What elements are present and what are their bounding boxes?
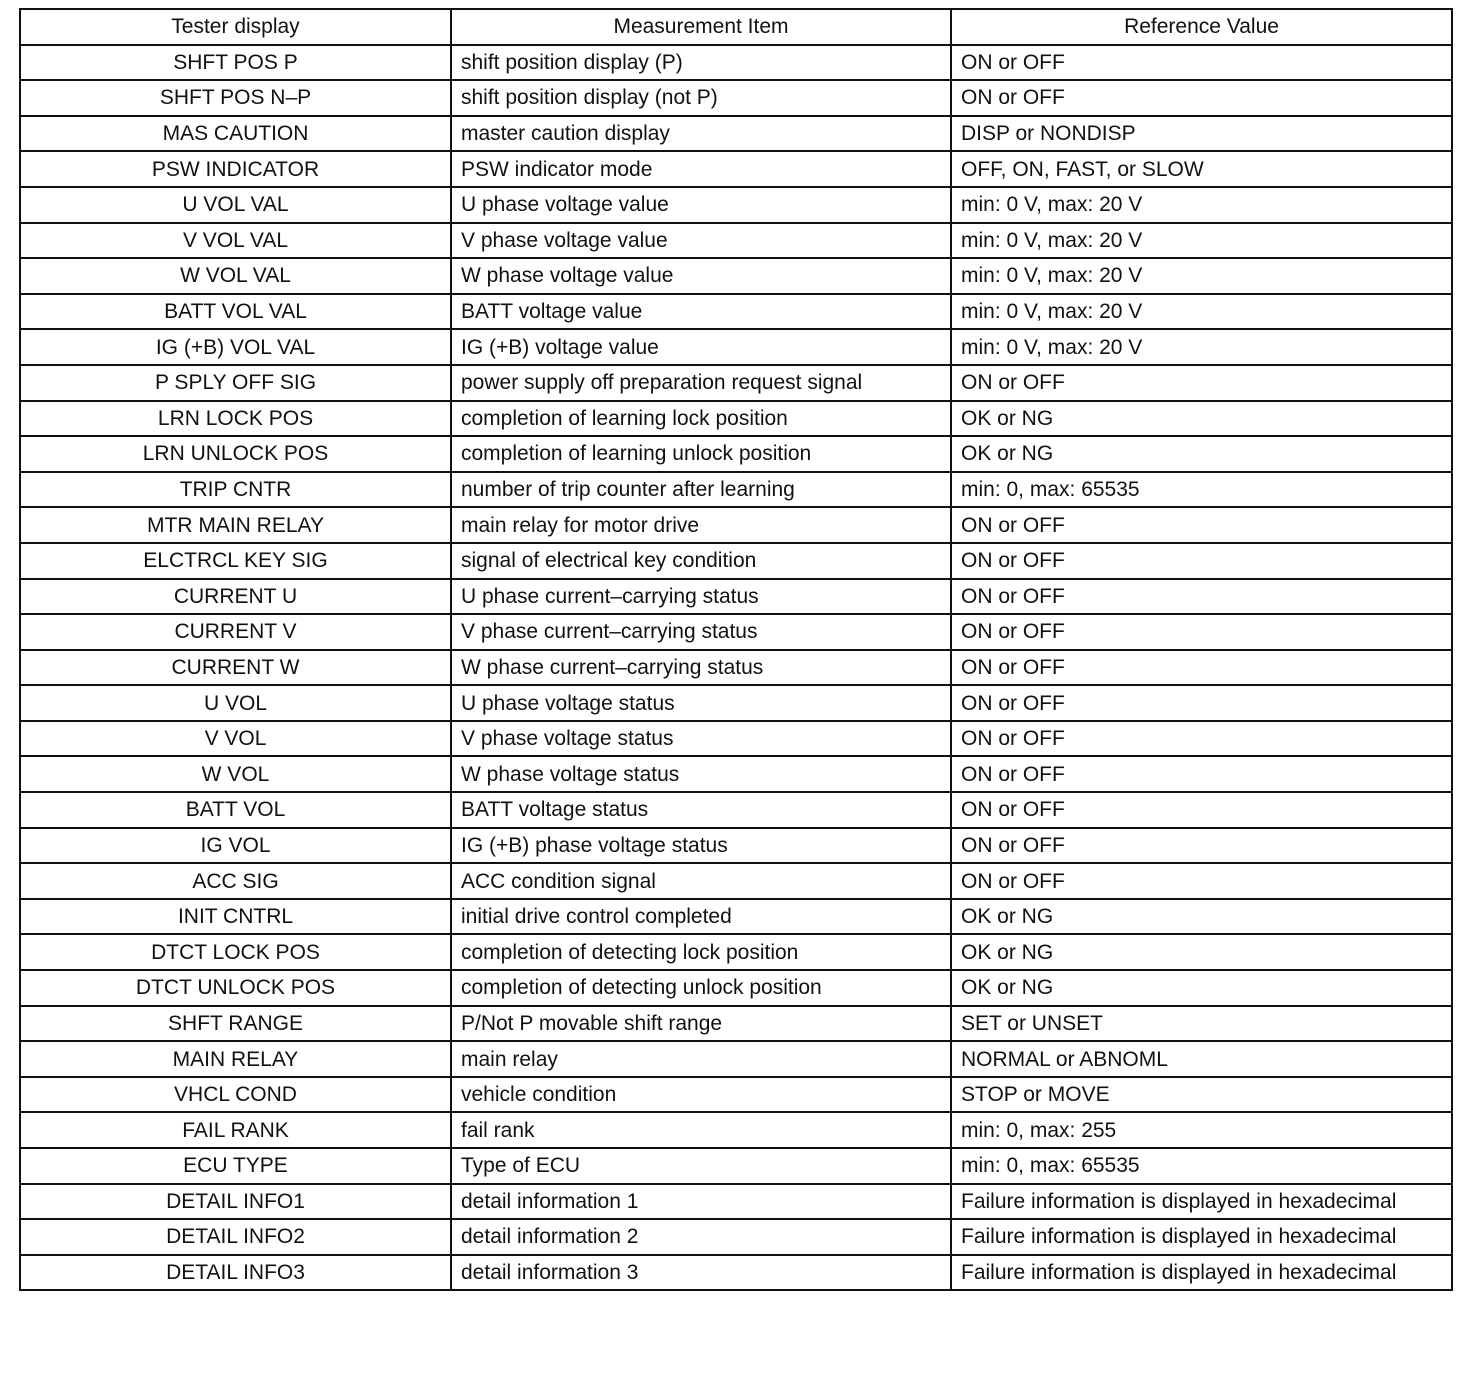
cell-measurement-item: IG (+B) voltage value bbox=[451, 329, 951, 365]
table-row bbox=[20, 436, 1452, 472]
cell-reference-value: ON or OFF bbox=[951, 756, 1452, 792]
cell-reference-value: ON or OFF bbox=[951, 828, 1452, 864]
cell-tester-display: U VOL bbox=[20, 685, 451, 721]
cell-measurement-item: power supply off preparation request signal bbox=[451, 365, 951, 401]
header-reference-value: Reference Value bbox=[951, 9, 1452, 45]
cell-tester-display: SHFT POS N–P bbox=[20, 80, 451, 116]
table-row bbox=[20, 792, 1452, 828]
cell-measurement-item: completion of learning lock position bbox=[451, 401, 951, 437]
table-row bbox=[20, 1077, 1452, 1113]
cell-measurement-item: BATT voltage value bbox=[451, 294, 951, 330]
cell-tester-display: BATT VOL VAL bbox=[20, 294, 451, 330]
table-row bbox=[20, 223, 1452, 259]
table-row bbox=[20, 614, 1452, 650]
table-header bbox=[20, 9, 1452, 45]
cell-reference-value: min: 0, max: 255 bbox=[951, 1112, 1452, 1148]
cell-measurement-item: main relay for motor drive bbox=[451, 507, 951, 543]
cell-measurement-item: detail information 1 bbox=[451, 1184, 951, 1220]
cell-reference-value: OK or NG bbox=[951, 970, 1452, 1006]
cell-reference-value: ON or OFF bbox=[951, 721, 1452, 757]
cell-tester-display: DETAIL INFO1 bbox=[20, 1184, 451, 1220]
table-row bbox=[20, 329, 1452, 365]
cell-measurement-item: V phase voltage value bbox=[451, 223, 951, 259]
table-row bbox=[20, 151, 1452, 187]
table-row bbox=[20, 472, 1452, 508]
cell-tester-display: V VOL VAL bbox=[20, 223, 451, 259]
cell-reference-value: ON or OFF bbox=[951, 579, 1452, 615]
header-row bbox=[20, 9, 1452, 45]
table-row bbox=[20, 756, 1452, 792]
cell-reference-value: STOP or MOVE bbox=[951, 1077, 1452, 1113]
table-row bbox=[20, 1255, 1452, 1291]
table-row bbox=[20, 507, 1452, 543]
cell-reference-value: Failure information is displayed in hexadecimal bbox=[951, 1255, 1452, 1291]
cell-measurement-item: V phase voltage status bbox=[451, 721, 951, 757]
cell-measurement-item: completion of detecting unlock position bbox=[451, 970, 951, 1006]
cell-tester-display: W VOL bbox=[20, 756, 451, 792]
cell-tester-display: PSW INDICATOR bbox=[20, 151, 451, 187]
cell-reference-value: ON or OFF bbox=[951, 614, 1452, 650]
cell-measurement-item: completion of learning unlock position bbox=[451, 436, 951, 472]
cell-measurement-item: shift position display (not P) bbox=[451, 80, 951, 116]
cell-measurement-item: U phase voltage status bbox=[451, 685, 951, 721]
table-row bbox=[20, 1148, 1452, 1184]
cell-reference-value: OK or NG bbox=[951, 401, 1452, 437]
data-list-table bbox=[19, 8, 1453, 1291]
table-row bbox=[20, 650, 1452, 686]
cell-tester-display: ELCTRCL KEY SIG bbox=[20, 543, 451, 579]
cell-tester-display: DTCT LOCK POS bbox=[20, 934, 451, 970]
table-row bbox=[20, 258, 1452, 294]
table-row bbox=[20, 1006, 1452, 1042]
cell-tester-display: IG (+B) VOL VAL bbox=[20, 329, 451, 365]
cell-measurement-item: ACC condition signal bbox=[451, 863, 951, 899]
cell-measurement-item: completion of detecting lock position bbox=[451, 934, 951, 970]
cell-measurement-item: U phase voltage value bbox=[451, 187, 951, 223]
cell-measurement-item: V phase current–carrying status bbox=[451, 614, 951, 650]
cell-reference-value: Failure information is displayed in hexadecimal bbox=[951, 1219, 1452, 1255]
cell-reference-value: DISP or NONDISP bbox=[951, 116, 1452, 152]
cell-tester-display: CURRENT U bbox=[20, 579, 451, 615]
table-row bbox=[20, 80, 1452, 116]
table-row bbox=[20, 899, 1452, 935]
cell-reference-value: OK or NG bbox=[951, 436, 1452, 472]
table-row bbox=[20, 1184, 1452, 1220]
data-list-table-container bbox=[19, 8, 1451, 1291]
cell-reference-value: OK or NG bbox=[951, 899, 1452, 935]
cell-measurement-item: Type of ECU bbox=[451, 1148, 951, 1184]
table-row bbox=[20, 579, 1452, 615]
table-row bbox=[20, 828, 1452, 864]
cell-measurement-item: signal of electrical key condition bbox=[451, 543, 951, 579]
cell-tester-display: LRN LOCK POS bbox=[20, 401, 451, 437]
cell-reference-value: SET or UNSET bbox=[951, 1006, 1452, 1042]
cell-measurement-item: W phase voltage value bbox=[451, 258, 951, 294]
cell-measurement-item: BATT voltage status bbox=[451, 792, 951, 828]
table-row bbox=[20, 721, 1452, 757]
cell-reference-value: ON or OFF bbox=[951, 863, 1452, 899]
cell-tester-display: V VOL bbox=[20, 721, 451, 757]
cell-measurement-item: fail rank bbox=[451, 1112, 951, 1148]
table-row bbox=[20, 401, 1452, 437]
cell-reference-value: ON or OFF bbox=[951, 80, 1452, 116]
cell-tester-display: CURRENT V bbox=[20, 614, 451, 650]
cell-reference-value: min: 0 V, max: 20 V bbox=[951, 258, 1452, 294]
cell-reference-value: ON or OFF bbox=[951, 685, 1452, 721]
cell-tester-display: FAIL RANK bbox=[20, 1112, 451, 1148]
table-row bbox=[20, 1112, 1452, 1148]
cell-tester-display: TRIP CNTR bbox=[20, 472, 451, 508]
cell-measurement-item: initial drive control completed bbox=[451, 899, 951, 935]
cell-tester-display: ACC SIG bbox=[20, 863, 451, 899]
table-row bbox=[20, 45, 1452, 81]
table-row bbox=[20, 863, 1452, 899]
cell-reference-value: ON or OFF bbox=[951, 650, 1452, 686]
cell-measurement-item: master caution display bbox=[451, 116, 951, 152]
cell-tester-display: INIT CNTRL bbox=[20, 899, 451, 935]
cell-tester-display: LRN UNLOCK POS bbox=[20, 436, 451, 472]
cell-tester-display: VHCL COND bbox=[20, 1077, 451, 1113]
cell-reference-value: NORMAL or ABNOML bbox=[951, 1041, 1452, 1077]
table-row bbox=[20, 365, 1452, 401]
cell-tester-display: IG VOL bbox=[20, 828, 451, 864]
cell-measurement-item: vehicle condition bbox=[451, 1077, 951, 1113]
header-tester-display: Tester display bbox=[20, 9, 451, 45]
cell-measurement-item: PSW indicator mode bbox=[451, 151, 951, 187]
cell-reference-value: ON or OFF bbox=[951, 45, 1452, 81]
cell-tester-display: P SPLY OFF SIG bbox=[20, 365, 451, 401]
cell-reference-value: min: 0 V, max: 20 V bbox=[951, 294, 1452, 330]
cell-tester-display: W VOL VAL bbox=[20, 258, 451, 294]
table-row bbox=[20, 187, 1452, 223]
cell-measurement-item: W phase voltage status bbox=[451, 756, 951, 792]
table-row bbox=[20, 934, 1452, 970]
cell-tester-display: DTCT UNLOCK POS bbox=[20, 970, 451, 1006]
cell-tester-display: SHFT POS P bbox=[20, 45, 451, 81]
table-row bbox=[20, 970, 1452, 1006]
cell-tester-display: CURRENT W bbox=[20, 650, 451, 686]
cell-measurement-item: P/Not P movable shift range bbox=[451, 1006, 951, 1042]
cell-tester-display: BATT VOL bbox=[20, 792, 451, 828]
cell-measurement-item: main relay bbox=[451, 1041, 951, 1077]
cell-reference-value: OK or NG bbox=[951, 934, 1452, 970]
cell-reference-value: min: 0 V, max: 20 V bbox=[951, 187, 1452, 223]
header-measurement-item: Measurement Item bbox=[451, 9, 951, 45]
table-row bbox=[20, 685, 1452, 721]
cell-measurement-item: detail information 3 bbox=[451, 1255, 951, 1291]
table-row bbox=[20, 543, 1452, 579]
cell-tester-display: U VOL VAL bbox=[20, 187, 451, 223]
cell-measurement-item: U phase current–carrying status bbox=[451, 579, 951, 615]
cell-reference-value: min: 0 V, max: 20 V bbox=[951, 329, 1452, 365]
table-row bbox=[20, 294, 1452, 330]
cell-reference-value: ON or OFF bbox=[951, 507, 1452, 543]
cell-tester-display: ECU TYPE bbox=[20, 1148, 451, 1184]
cell-measurement-item: IG (+B) phase voltage status bbox=[451, 828, 951, 864]
cell-tester-display: DETAIL INFO2 bbox=[20, 1219, 451, 1255]
table-row bbox=[20, 116, 1452, 152]
cell-reference-value: Failure information is displayed in hexadecimal bbox=[951, 1184, 1452, 1220]
cell-reference-value: min: 0, max: 65535 bbox=[951, 472, 1452, 508]
cell-reference-value: min: 0, max: 65535 bbox=[951, 1148, 1452, 1184]
cell-measurement-item: shift position display (P) bbox=[451, 45, 951, 81]
table-row bbox=[20, 1219, 1452, 1255]
cell-tester-display: SHFT RANGE bbox=[20, 1006, 451, 1042]
cell-reference-value: OFF, ON, FAST, or SLOW bbox=[951, 151, 1452, 187]
cell-reference-value: min: 0 V, max: 20 V bbox=[951, 223, 1452, 259]
cell-measurement-item: W phase current–carrying status bbox=[451, 650, 951, 686]
cell-tester-display: MTR MAIN RELAY bbox=[20, 507, 451, 543]
cell-tester-display: MAIN RELAY bbox=[20, 1041, 451, 1077]
table-body bbox=[20, 45, 1452, 1291]
cell-measurement-item: number of trip counter after learning bbox=[451, 472, 951, 508]
table-row bbox=[20, 1041, 1452, 1077]
cell-tester-display: MAS CAUTION bbox=[20, 116, 451, 152]
cell-reference-value: ON or OFF bbox=[951, 792, 1452, 828]
cell-measurement-item: detail information 2 bbox=[451, 1219, 951, 1255]
cell-reference-value: ON or OFF bbox=[951, 543, 1452, 579]
cell-tester-display: DETAIL INFO3 bbox=[20, 1255, 451, 1291]
cell-reference-value: ON or OFF bbox=[951, 365, 1452, 401]
